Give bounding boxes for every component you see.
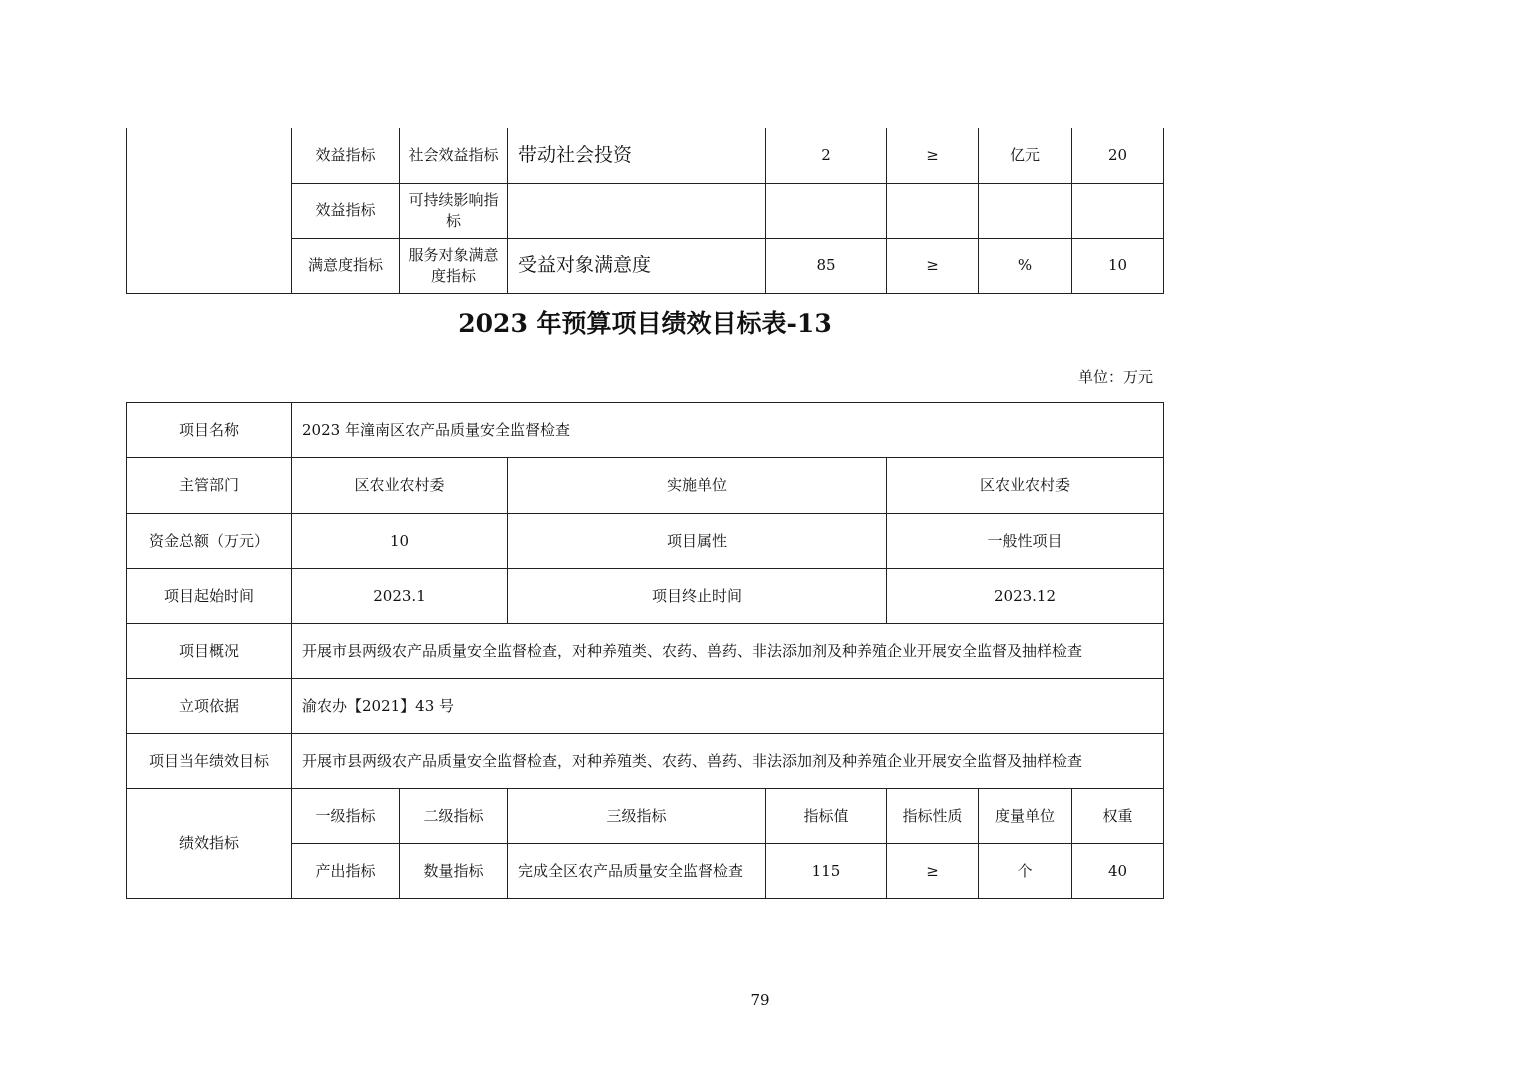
header-value: 指标值 <box>766 789 887 844</box>
header-unit: 度量单位 <box>979 789 1072 844</box>
unit-cell <box>979 183 1072 238</box>
impl-value: 区农业农村委 <box>887 458 1164 514</box>
attr-value: 一般性项目 <box>887 514 1164 569</box>
level1-cell: 效益指标 <box>292 128 400 183</box>
basis-value: 渝农办【2021】43 号 <box>292 679 1164 734</box>
level2-cell: 可持续影响指标 <box>400 183 508 238</box>
table-row <box>127 458 1164 514</box>
start-value: 2023.1 <box>292 569 508 624</box>
unit-cell: 亿元 <box>979 128 1072 183</box>
overview-label: 项目概况 <box>127 624 292 679</box>
table-row <box>127 514 1164 569</box>
goal-label: 项目当年绩效目标 <box>127 734 292 789</box>
table-row <box>127 789 1164 844</box>
overview-value: 开展市县两级农产品质量安全监督检查，对种养殖类、农药、兽药、非法添加剂及种养殖企业开展安全监督及抽样检查 <box>292 624 1164 679</box>
table-row <box>127 679 1164 734</box>
table-row <box>127 734 1164 789</box>
level2-cell: 社会效益指标 <box>400 128 508 183</box>
table-row <box>127 624 1164 679</box>
unit-cell: 个 <box>979 844 1072 899</box>
attr-label: 项目属性 <box>508 514 887 569</box>
value-cell <box>766 183 887 238</box>
level1-cell: 满意度指标 <box>292 238 400 293</box>
project-name-label: 项目名称 <box>127 403 292 458</box>
level2-cell: 数量指标 <box>400 844 508 899</box>
dept-label: 主管部门 <box>127 458 292 514</box>
indicator-label: 绩效指标 <box>127 789 292 899</box>
table-row <box>127 569 1164 624</box>
basis-label: 立项依据 <box>127 679 292 734</box>
header-nature: 指标性质 <box>887 789 979 844</box>
table-row <box>127 403 1164 458</box>
project-name-value: 2023 年潼南区农产品质量安全监督检查 <box>292 403 1164 458</box>
level2-cell: 服务对象满意度指标 <box>400 238 508 293</box>
page-number: 79 <box>750 991 770 1009</box>
header-weight: 权重 <box>1072 789 1164 844</box>
nature-cell: ≥ <box>887 128 979 183</box>
unit-cell: % <box>979 238 1072 293</box>
indicator-group-cell <box>127 128 292 293</box>
nature-cell: ≥ <box>887 238 979 293</box>
level3-cell: 受益对象满意度 <box>508 238 766 293</box>
nature-cell <box>887 183 979 238</box>
impl-label: 实施单位 <box>508 458 887 514</box>
fund-label: 资金总额（万元） <box>127 514 292 569</box>
header-level3: 三级指标 <box>508 789 766 844</box>
level3-cell: 完成全区农产品质量安全监督检查 <box>508 844 766 899</box>
end-value: 2023.12 <box>887 569 1164 624</box>
page-title: 2023 年预算项目绩效目标表-13 <box>458 309 832 338</box>
goal-value: 开展市县两级农产品质量安全监督检查，对种养殖类、农药、兽药、非法添加剂及种养殖企业开展安全监督及抽样检查 <box>292 734 1164 789</box>
header-level1: 一级指标 <box>292 789 400 844</box>
unit-label: 单位：万元 <box>1077 368 1153 386</box>
weight-cell: 40 <box>1072 844 1164 899</box>
value-cell: 2 <box>766 128 887 183</box>
continuation-indicator-table <box>126 128 1164 294</box>
value-cell: 115 <box>766 844 887 899</box>
dept-value: 区农业农村委 <box>292 458 508 514</box>
level3-cell: 带动社会投资 <box>508 128 766 183</box>
weight-cell: 10 <box>1072 238 1164 293</box>
project-performance-table <box>126 402 1164 899</box>
header-level2: 二级指标 <box>400 789 508 844</box>
nature-cell: ≥ <box>887 844 979 899</box>
value-cell: 85 <box>766 238 887 293</box>
level1-cell: 产出指标 <box>292 844 400 899</box>
fund-value: 10 <box>292 514 508 569</box>
weight-cell: 20 <box>1072 128 1164 183</box>
level3-cell <box>508 183 766 238</box>
level1-cell: 效益指标 <box>292 183 400 238</box>
start-label: 项目起始时间 <box>127 569 292 624</box>
end-label: 项目终止时间 <box>508 569 887 624</box>
table-row <box>127 128 1164 183</box>
weight-cell <box>1072 183 1164 238</box>
